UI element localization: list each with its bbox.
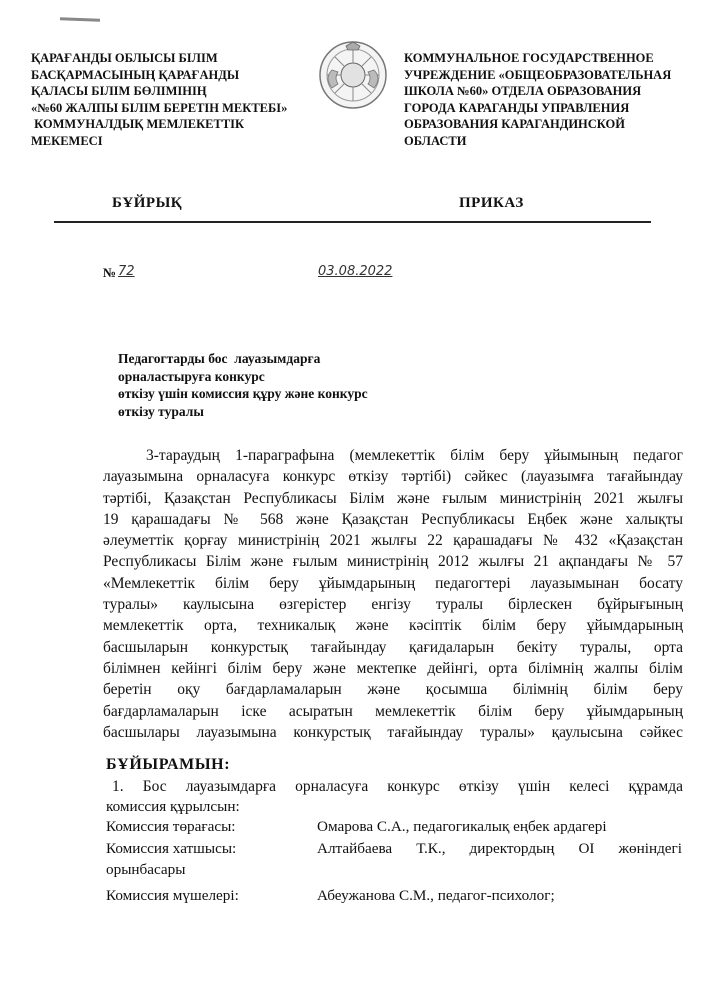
header-right-line: ОБЛАСТИ — [404, 133, 467, 148]
preamble-line: туралы» каулысына өзгерістер енгізу туралы бірлескен бұйрығының — [103, 596, 683, 614]
preamble-line: тәртібі, Қазақстан Республикасы Білім және ғылым министрінің 2021 жылғы — [103, 489, 683, 507]
preamble-line: 19 қарашадағы № 568 және Қазақстан Республикасы Еңбек және халықты — [103, 510, 683, 528]
header-right-line: ОБРАЗОВАНИЯ КАРАГАНДИНСКОЙ — [404, 117, 626, 131]
order-preamble — [103, 445, 683, 743]
preamble-line: беретін оқу бағдарламаларын және қосымша білімнің білім беру — [103, 681, 683, 699]
preamble-line: басшыларын конкурстық тағайындау қағидаларын бекіту туралы, орта — [103, 638, 683, 656]
order-command: БҰЙЫРАМЫН: — [106, 756, 231, 773]
preamble-line: 3-тараудың 1-параграфына (мемлекеттік білім беру ұйымының педагог — [146, 447, 683, 464]
members-value: Абеужанова С.М., педагог-психолог; — [317, 887, 555, 904]
header-right — [404, 50, 671, 149]
order-subject-line: өткізу туралы — [118, 403, 204, 419]
header-left-line: ҚАРАҒАНДЫ ОБЛЫСЫ БІЛІМ — [31, 51, 218, 65]
order-title-kz: БҰЙРЫҚ — [112, 195, 183, 211]
item-1-line-2: комиссия құрылсын: — [106, 798, 240, 815]
preamble-line: Республикасы Білім және ғылым министрінің 2012 жылғы 21 ақпандағы № 57 — [103, 553, 683, 571]
members-label: Комиссия мүшелері: — [106, 887, 239, 904]
header-divider — [54, 221, 651, 223]
secretary-label: Комиссия хатшысы: — [106, 840, 237, 857]
preamble-line: білімнен кейінгі білім беру және мектепке дейінгі, орта білімнің жалпы білім — [103, 659, 683, 677]
header-right-line: ШКОЛА №60» ОТДЕЛА ОБРАЗОВАНИЯ — [404, 84, 642, 98]
header-left-line: БАСҚАРМАСЫНЫҢ ҚАРАҒАНДЫ — [31, 67, 240, 82]
preamble-line: мемлекеттік орта, техникалық және кәсіптік білім беру ұйымдарының — [103, 617, 683, 635]
order-subject — [118, 350, 368, 420]
order-title-ru: ПРИКАЗ — [459, 195, 524, 211]
secretary-value-cont: орынбасары — [106, 861, 186, 878]
order-number-value: 72 — [118, 264, 135, 279]
order-subject-line: орналастыруға конкурс — [118, 368, 265, 384]
header-left-line: МЕКЕМЕСІ — [31, 133, 103, 148]
order-subject-line: Педагогтарды бос лауазымдарға — [118, 351, 321, 366]
header-left — [31, 50, 287, 149]
preamble-line: «Мемлекеттік білім беру ұйымдарының педагогтері лауазымынан босату — [103, 574, 683, 592]
preamble-line: басшылары лауазымына конкурстық тағайындау туралы» қаулысына сәйкес — [103, 723, 683, 741]
header-right-line: ГОРОДА КАРАГАНДЫ УПРАВЛЕНИЯ — [404, 100, 630, 115]
chair-value: Омарова С.А., педагогикалық еңбек ардагері — [317, 818, 607, 835]
header-left-line: ҚАЛАСЫ БІЛІМ БӨЛІМІНІҢ — [31, 84, 207, 98]
item-1 — [103, 778, 683, 796]
chair-label: Комиссия төрағасы: — [106, 818, 236, 835]
header-right-line: КОММУНАЛЬНОЕ ГОСУДАРСТВЕННОЕ — [404, 51, 654, 65]
scan-mark — [60, 17, 100, 21]
header-right-line: УЧРЕЖДЕНИЕ «ОБЩЕОБРАЗОВАТЕЛЬНАЯ — [404, 67, 672, 82]
header-left-line: КОММУНАЛДЫҚ МЕМЛЕКЕТТІК — [31, 117, 245, 131]
preamble-line: әлеуметтік қорғау министрінің 2021 жылғы 22 қарашадағы № 432 «Қазақстан — [103, 532, 683, 550]
state-emblem — [318, 40, 388, 110]
order-subject-line: өткізу үшін комиссия құру және конкурс — [118, 386, 368, 401]
secretary-value: Алтайбаева Т.К., директордың ОІ жөніндегі — [317, 840, 682, 857]
order-number-prefix: № — [103, 265, 117, 280]
header-left-line: «№60 ЖАЛПЫ БІЛІМ БЕРЕТІН МЕКТЕБІ» — [31, 100, 288, 115]
preamble-line: лауазымына орналасуға конкурс өткізу тәртібі) сәйкес (лауазымға тағайындау — [103, 468, 683, 486]
item-1-line: 1. Бос лауазымдарға орналасуға конкурс өткізу үшін келесі құрамда — [112, 778, 683, 795]
order-date-value: 03.08.2022 — [318, 264, 393, 279]
preamble-line: бағдарламаларын іске асыратын мемлекеттік білім беру ұйымдарының — [103, 702, 683, 720]
